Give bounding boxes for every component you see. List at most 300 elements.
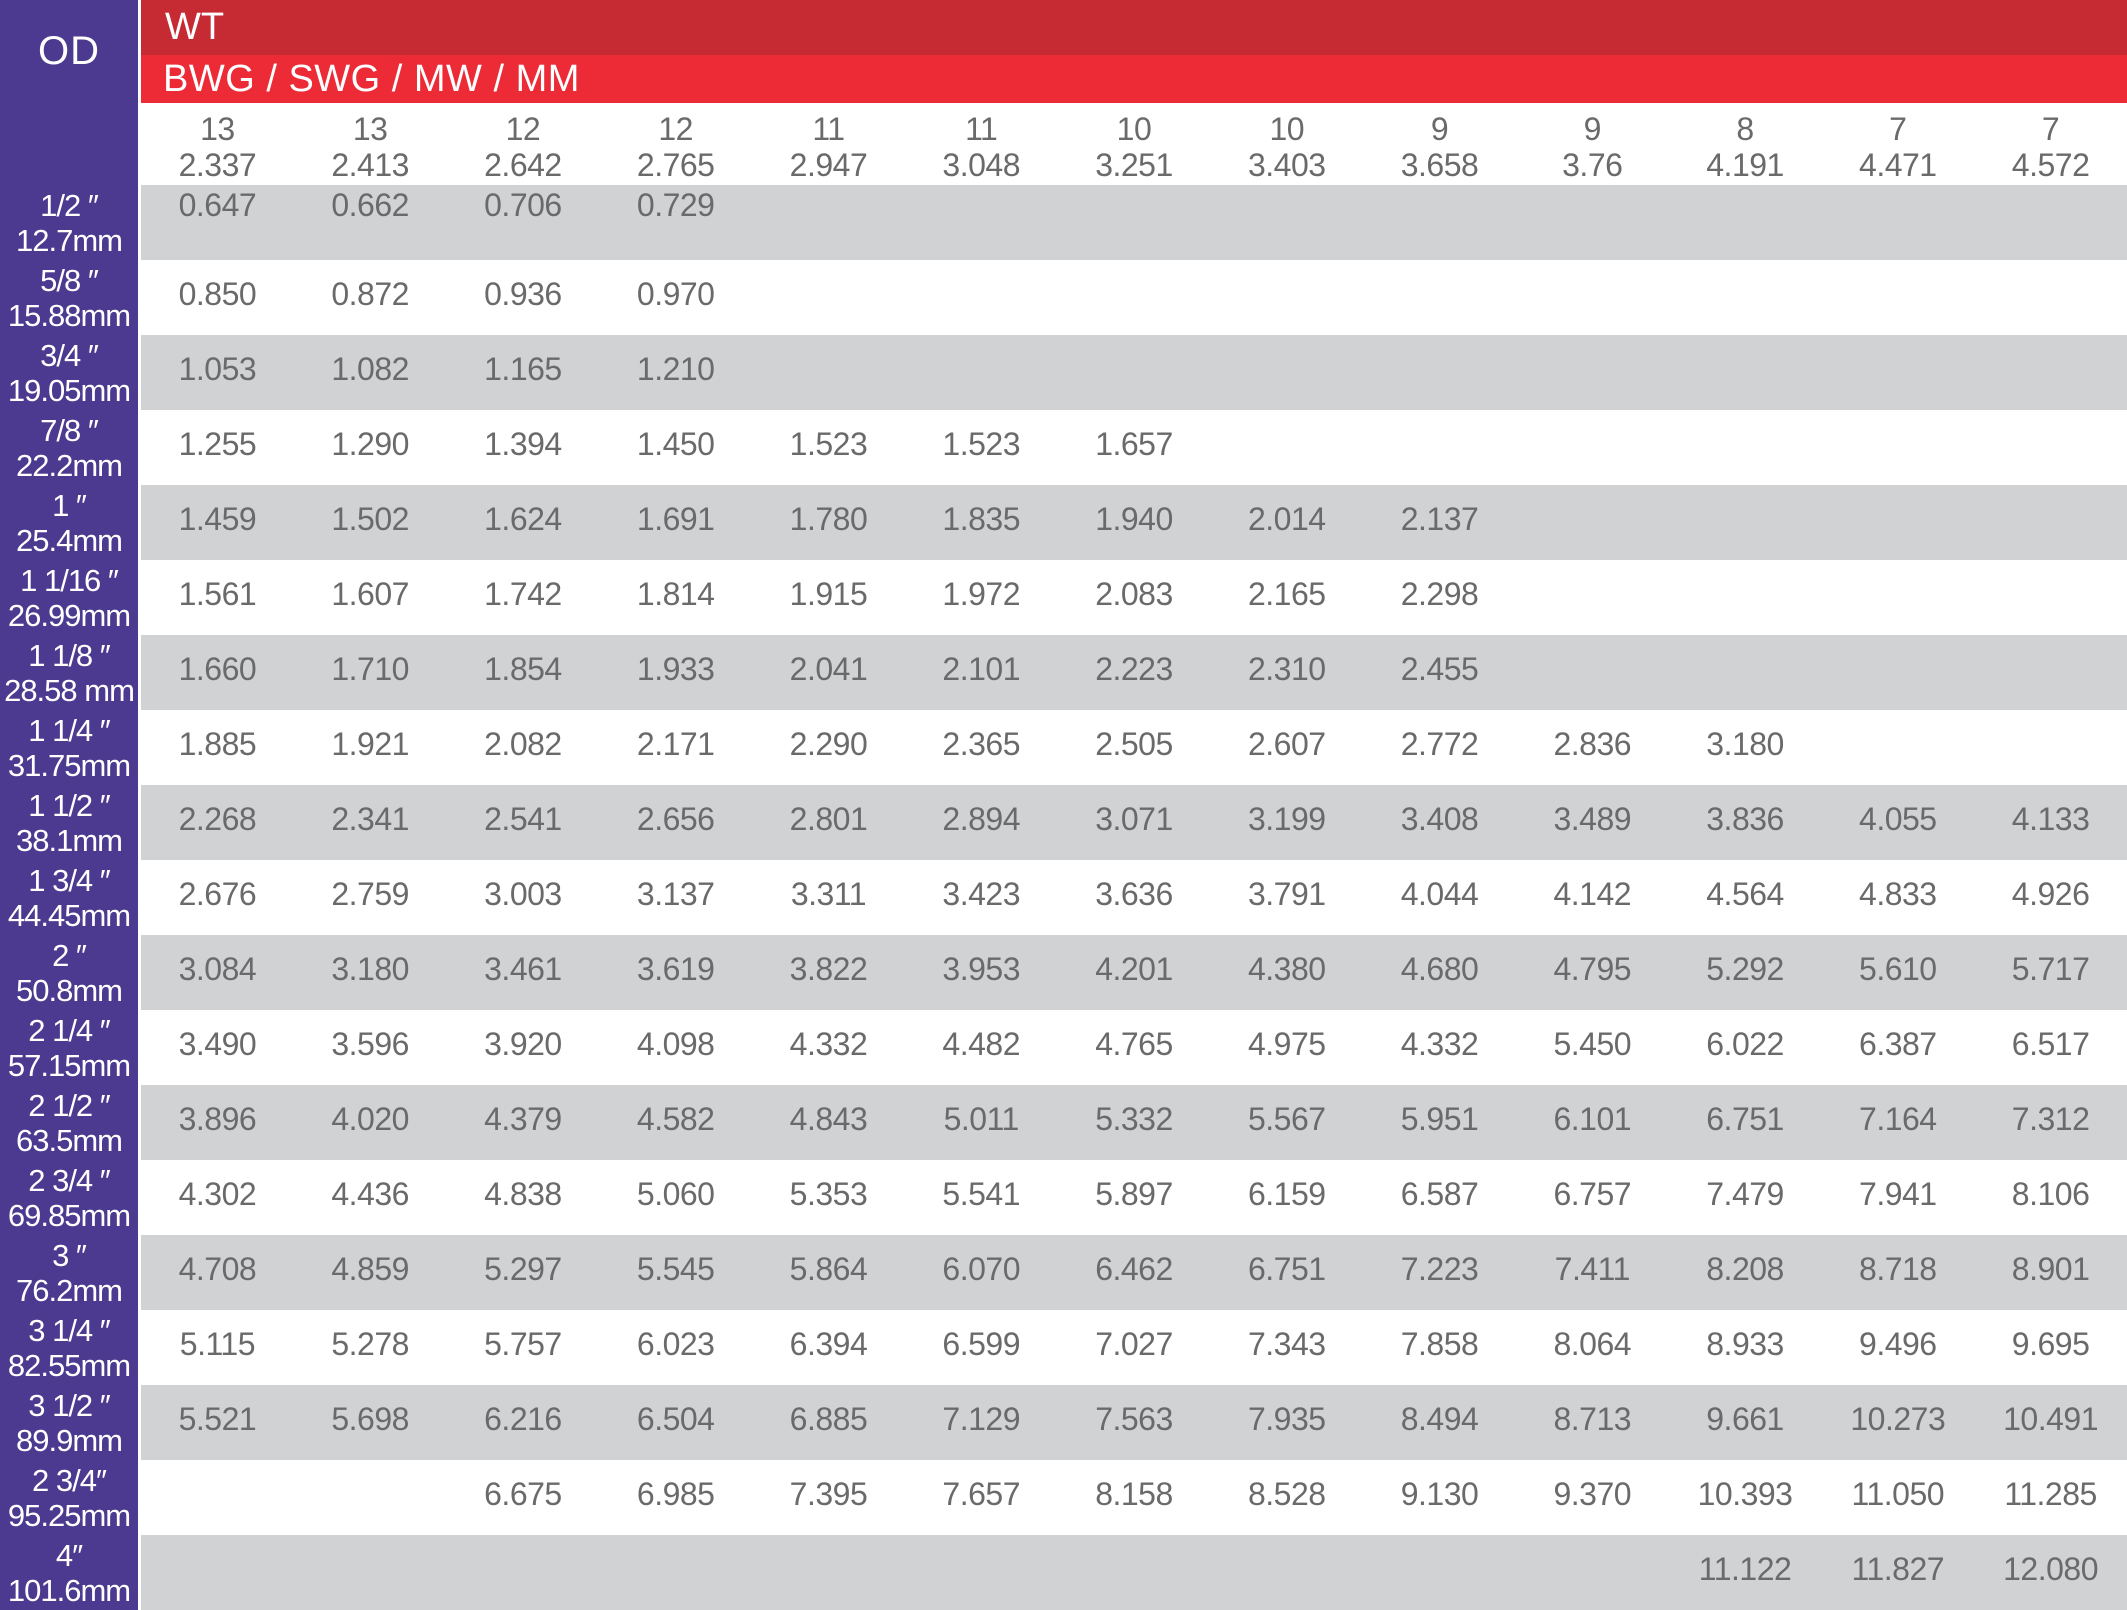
table-cell: 3.636 <box>1095 876 1173 912</box>
column-header-row <box>141 103 2127 185</box>
table-cell <box>1058 1535 1211 1610</box>
column-mm: 3.76 <box>1562 147 1623 183</box>
column-gauge: 9 <box>1430 111 1449 147</box>
table-cell: 5.698 <box>331 1401 409 1437</box>
od-cell <box>0 260 138 335</box>
table-cell: 0.647 <box>178 187 257 223</box>
header-corner <box>0 103 138 185</box>
table-cell: 8.106 <box>2011 1176 2090 1212</box>
table-cell: 2.455 <box>1400 651 1479 687</box>
od-cell <box>0 485 138 560</box>
table-cell <box>905 260 1058 335</box>
od-inch: 1 ″ <box>52 487 86 523</box>
table-cell: 1.835 <box>942 501 1020 537</box>
table-cell <box>1974 710 2127 785</box>
od-cell <box>0 410 138 485</box>
table-cell: 11.827 <box>1851 1551 1945 1587</box>
table-cell: 6.022 <box>1706 1026 1784 1062</box>
column-gauge: 10 <box>1269 111 1305 147</box>
table-cell <box>1516 635 1669 710</box>
od-mm: 57.15mm <box>7 1047 131 1083</box>
od-inch: 1/2 ″ <box>40 187 98 223</box>
od-cell <box>0 935 138 1010</box>
table-cell: 6.023 <box>636 1326 715 1362</box>
table-cell: 1.972 <box>942 576 1020 612</box>
od-mm: 31.75mm <box>7 747 131 783</box>
table-cell <box>1058 185 1211 260</box>
table-cell: 4.582 <box>636 1101 715 1137</box>
table-cell <box>1974 560 2127 635</box>
table-cell: 1.691 <box>636 501 715 537</box>
table-cell: 2.836 <box>1553 726 1632 762</box>
table-cell: 4.044 <box>1400 876 1479 912</box>
column-mm: 2.765 <box>636 147 715 183</box>
table-cell: 1.742 <box>484 576 562 612</box>
table-cell: 6.387 <box>1859 1026 1937 1062</box>
od-inch: 3/4 ″ <box>40 337 98 373</box>
table-cell: 2.772 <box>1400 726 1479 762</box>
table-cell <box>1669 335 1822 410</box>
table-cell: 3.490 <box>178 1026 257 1062</box>
table-cell: 1.607 <box>331 576 409 612</box>
gauge-units-header: BWG / SWG / MW / MM <box>141 55 2127 103</box>
table-cell: 0.850 <box>178 276 257 312</box>
od-cell <box>0 1085 138 1160</box>
table-cell: 3.180 <box>331 951 409 987</box>
table-cell: 4.843 <box>789 1101 868 1137</box>
table-cell: 1.780 <box>789 501 868 537</box>
od-inch: 2 1/2 ″ <box>28 1087 110 1123</box>
table-row <box>0 485 2127 560</box>
od-cell <box>0 860 138 935</box>
table-cell <box>1363 335 1516 410</box>
table-cell: 5.060 <box>636 1176 715 1212</box>
table-cell: 5.897 <box>1095 1176 1173 1212</box>
table-cell <box>141 1535 294 1610</box>
od-cell <box>0 185 138 260</box>
table-cell: 3.084 <box>178 951 257 987</box>
table-cell: 3.180 <box>1706 726 1784 762</box>
table-cell <box>1363 260 1516 335</box>
column-mm: 2.337 <box>178 147 257 183</box>
column-header <box>447 103 600 185</box>
table-cell: 2.759 <box>331 876 409 912</box>
column-mm: 3.048 <box>942 147 1020 183</box>
table-cell: 4.142 <box>1553 876 1632 912</box>
table-cell <box>1516 485 1669 560</box>
table-cell <box>1516 560 1669 635</box>
table-cell <box>1821 560 1974 635</box>
column-mm: 4.572 <box>2011 147 2090 183</box>
od-mm: 63.5mm <box>16 1122 122 1158</box>
table-cell: 6.757 <box>1553 1176 1632 1212</box>
table-cell <box>1974 485 2127 560</box>
table-cell: 1.255 <box>178 426 257 462</box>
table-cell: 7.411 <box>1554 1251 1630 1287</box>
od-inch: 1 1/4 ″ <box>28 712 110 748</box>
table-cell: 1.459 <box>178 501 257 537</box>
od-mm: 44.45mm <box>7 897 131 933</box>
table-row <box>0 860 2127 935</box>
table-cell: 5.332 <box>1095 1101 1173 1137</box>
table-row <box>0 260 2127 335</box>
table-cell: 5.567 <box>1247 1101 1326 1137</box>
table-cell: 2.607 <box>1247 726 1326 762</box>
table-cell: 4.975 <box>1247 1026 1326 1062</box>
table-cell: 6.394 <box>789 1326 868 1362</box>
table-cell <box>1974 410 2127 485</box>
table-cell: 1.814 <box>636 576 715 612</box>
table-cell <box>1669 260 1822 335</box>
table-cell <box>1210 260 1363 335</box>
table-cell: 3.896 <box>178 1101 257 1137</box>
column-gauge: 7 <box>2041 111 2060 147</box>
table-cell <box>752 335 905 410</box>
table-cell <box>1974 335 2127 410</box>
table-cell <box>752 1535 905 1610</box>
table-cell <box>599 1535 752 1610</box>
table-cell <box>1210 1535 1363 1610</box>
table-row <box>0 1085 2127 1160</box>
table-cell: 5.864 <box>789 1251 868 1287</box>
column-header <box>1363 103 1516 185</box>
table-cell: 2.505 <box>1095 726 1173 762</box>
table-row <box>0 185 2127 260</box>
table-cell: 1.053 <box>178 351 257 387</box>
table-cell: 3.619 <box>636 951 715 987</box>
table-cell: 0.970 <box>636 276 715 312</box>
table-cell: 2.656 <box>636 801 715 837</box>
column-gauge: 11 <box>965 111 998 147</box>
table-cell: 6.751 <box>1706 1101 1784 1137</box>
table-cell: 7.479 <box>1706 1176 1784 1212</box>
table-cell <box>1210 335 1363 410</box>
table-cell: 4.795 <box>1553 951 1632 987</box>
od-cell <box>0 785 138 860</box>
table-cell <box>1669 410 1822 485</box>
table-cell <box>1058 335 1211 410</box>
od-mm: 28.58 mm <box>4 672 134 708</box>
column-gauge: 11 <box>812 111 845 147</box>
table-row <box>0 710 2127 785</box>
table-cell <box>905 335 1058 410</box>
table-cell: 7.129 <box>942 1401 1020 1437</box>
table-cell: 1.394 <box>484 426 562 462</box>
od-mm: 95.25mm <box>7 1497 131 1533</box>
table-cell: 1.523 <box>789 426 868 462</box>
column-gauge: 10 <box>1116 111 1152 147</box>
table-cell <box>1669 560 1822 635</box>
table-cell: 6.751 <box>1247 1251 1326 1287</box>
table-cell: 3.489 <box>1553 801 1632 837</box>
od-inch: 1 3/4 ″ <box>28 862 110 898</box>
table-cell: 5.115 <box>179 1326 255 1362</box>
od-mm: 50.8mm <box>16 972 122 1008</box>
table-cell: 0.872 <box>331 276 409 312</box>
od-inch: 2 ″ <box>52 937 86 973</box>
table-cell <box>1210 185 1363 260</box>
column-gauge: 12 <box>505 111 541 147</box>
table-row <box>0 635 2127 710</box>
table-cell: 4.564 <box>1706 876 1784 912</box>
table-cell: 8.064 <box>1553 1326 1632 1362</box>
column-header <box>141 103 294 185</box>
table-cell: 2.801 <box>789 801 868 837</box>
table-cell: 4.765 <box>1095 1026 1173 1062</box>
table-cell: 8.901 <box>2011 1251 2090 1287</box>
table-cell: 3.137 <box>636 876 715 912</box>
table-cell: 5.541 <box>942 1176 1020 1212</box>
column-header <box>294 103 447 185</box>
table-cell: 4.098 <box>636 1026 715 1062</box>
table-cell <box>1821 710 1974 785</box>
table-cell: 7.563 <box>1095 1401 1173 1437</box>
table-cell: 7.343 <box>1247 1326 1326 1362</box>
table-cell: 2.676 <box>178 876 257 912</box>
table-cell: 0.662 <box>331 187 409 223</box>
table-cell: 3.071 <box>1095 801 1173 837</box>
table-cell: 11.285 <box>2004 1476 2097 1512</box>
table-cell: 1.523 <box>942 426 1020 462</box>
table-cell: 10.273 <box>1850 1401 1946 1437</box>
table-cell <box>294 1460 447 1535</box>
table-cell: 9.661 <box>1706 1401 1784 1437</box>
column-mm: 2.642 <box>484 147 562 183</box>
column-gauge: 13 <box>352 111 388 147</box>
column-header <box>1516 103 1669 185</box>
table-cell: 3.423 <box>942 876 1020 912</box>
table-cell <box>1516 260 1669 335</box>
table-row <box>0 1460 2127 1535</box>
table-cell: 4.332 <box>789 1026 868 1062</box>
table-cell: 7.935 <box>1247 1401 1326 1437</box>
column-gauge: 9 <box>1583 111 1601 147</box>
table-cell: 9.370 <box>1553 1476 1632 1512</box>
od-cell <box>0 1010 138 1085</box>
table-cell: 1.933 <box>636 651 715 687</box>
table-cell <box>1516 335 1669 410</box>
od-cell <box>0 1460 138 1535</box>
column-header <box>1974 103 2127 185</box>
table-cell: 4.055 <box>1859 801 1937 837</box>
table-cell <box>1363 410 1516 485</box>
table-cell: 8.494 <box>1400 1401 1479 1437</box>
column-header <box>1210 103 1363 185</box>
table-cell <box>1821 485 1974 560</box>
table-cell: 1.210 <box>636 351 715 387</box>
table-cell: 5.450 <box>1553 1026 1632 1062</box>
table-cell: 6.216 <box>484 1401 562 1437</box>
table-cell <box>1821 260 1974 335</box>
od-mm: 69.85mm <box>7 1197 131 1233</box>
table-cell <box>1669 635 1822 710</box>
table-row <box>0 1010 2127 1085</box>
table-cell: 6.675 <box>484 1476 562 1512</box>
table-cell: 4.680 <box>1400 951 1479 987</box>
table-cell: 1.885 <box>178 726 257 762</box>
od-inch: 1 1/8 ″ <box>28 637 110 673</box>
table-cell <box>1210 410 1363 485</box>
table-cell: 2.082 <box>484 726 562 762</box>
table-cell: 4.482 <box>942 1026 1020 1062</box>
table-cell <box>1821 635 1974 710</box>
column-gauge: 8 <box>1736 111 1754 147</box>
od-mm: 76.2mm <box>16 1272 122 1308</box>
table-cell: 1.624 <box>484 501 562 537</box>
table-cell: 4.020 <box>331 1101 409 1137</box>
table-cell: 9.695 <box>2011 1326 2090 1362</box>
table-cell: 8.208 <box>1706 1251 1784 1287</box>
od-header: OD <box>0 0 138 103</box>
table-cell <box>905 185 1058 260</box>
table-cell: 4.133 <box>2011 801 2090 837</box>
table-cell <box>1821 410 1974 485</box>
table-cell: 2.290 <box>789 726 868 762</box>
table-cell: 3.953 <box>942 951 1020 987</box>
table-cell: 1.165 <box>484 351 562 387</box>
table-cell: 9.130 <box>1400 1476 1479 1512</box>
table-cell: 1.450 <box>636 426 715 462</box>
table-cell <box>752 185 905 260</box>
column-mm: 3.658 <box>1400 147 1479 183</box>
table-row <box>0 1310 2127 1385</box>
table-cell: 4.926 <box>2011 876 2090 912</box>
table-cell: 2.894 <box>942 801 1020 837</box>
table-cell <box>1363 1535 1516 1610</box>
column-mm: 3.251 <box>1095 147 1173 183</box>
table-cell <box>1669 485 1822 560</box>
table-cell: 1.710 <box>331 651 409 687</box>
column-mm: 4.471 <box>1859 147 1937 183</box>
table-cell: 5.757 <box>484 1326 562 1362</box>
table-cell: 4.201 <box>1095 951 1173 987</box>
table-cell <box>1974 185 2127 260</box>
table-cell: 7.858 <box>1400 1326 1479 1362</box>
table-cell: 3.822 <box>789 951 868 987</box>
od-mm: 25.4mm <box>16 522 122 558</box>
od-mm: 26.99mm <box>7 597 131 633</box>
table-cell <box>447 1535 600 1610</box>
wt-header: WT <box>141 0 2127 55</box>
table-cell: 2.365 <box>942 726 1020 762</box>
table-cell <box>1058 260 1211 335</box>
table-cell: 7.395 <box>789 1476 868 1512</box>
table-cell: 6.985 <box>636 1476 715 1512</box>
table-cell: 6.462 <box>1095 1251 1173 1287</box>
table-cell: 0.706 <box>484 187 562 223</box>
table-cell: 7.657 <box>942 1476 1020 1512</box>
column-mm: 4.191 <box>1706 147 1784 183</box>
od-cell <box>0 1160 138 1235</box>
column-mm: 2.413 <box>331 147 409 183</box>
table-cell: 7.312 <box>2011 1101 2090 1137</box>
table-cell: 3.003 <box>484 876 562 912</box>
od-inch: 7/8 ″ <box>40 412 98 448</box>
od-mm: 82.55mm <box>7 1347 131 1383</box>
table-cell: 4.833 <box>1859 876 1937 912</box>
od-cell <box>0 560 138 635</box>
table-cell: 2.101 <box>942 651 1020 687</box>
table-cell: 2.171 <box>636 726 715 762</box>
table-cell: 1.660 <box>178 651 257 687</box>
table-cell: 6.159 <box>1247 1176 1326 1212</box>
table-cell: 8.933 <box>1706 1326 1784 1362</box>
table-cell: 5.011 <box>943 1101 1019 1137</box>
table-cell <box>141 1460 294 1535</box>
table-cell: 7.027 <box>1095 1326 1173 1362</box>
table-cell <box>752 260 905 335</box>
od-mm: 101.6mm <box>7 1572 131 1608</box>
table-cell: 1.082 <box>331 351 409 387</box>
od-mm: 38.1mm <box>16 822 122 858</box>
table-cell: 4.838 <box>484 1176 562 1212</box>
table-cell: 8.718 <box>1859 1251 1937 1287</box>
table-cell: 5.717 <box>2011 951 2090 987</box>
table-body <box>0 185 2127 1610</box>
od-mm: 89.9mm <box>16 1422 122 1458</box>
od-inch: 5/8 ″ <box>40 262 98 298</box>
table-cell: 3.199 <box>1247 801 1326 837</box>
column-header <box>599 103 752 185</box>
column-gauge: 12 <box>658 111 693 147</box>
table-row <box>0 1160 2127 1235</box>
table-cell: 1.940 <box>1095 501 1173 537</box>
table-cell: 1.854 <box>484 651 562 687</box>
table-cell: 2.083 <box>1095 576 1173 612</box>
table-cell: 6.599 <box>942 1326 1020 1362</box>
table-cell: 4.436 <box>331 1176 409 1212</box>
table-cell: 7.223 <box>1400 1251 1479 1287</box>
table-row <box>0 1235 2127 1310</box>
table-cell: 4.302 <box>178 1176 257 1212</box>
table-cell: 8.158 <box>1095 1476 1173 1512</box>
table-cell <box>1516 410 1669 485</box>
table-cell <box>1974 635 2127 710</box>
table-cell: 4.380 <box>1247 951 1326 987</box>
table-cell: 3.461 <box>484 951 562 987</box>
table-row <box>0 1385 2127 1460</box>
od-cell <box>0 1535 138 1610</box>
table-cell: 5.353 <box>789 1176 868 1212</box>
od-inch: 1 1/16 ″ <box>20 562 118 598</box>
table-cell: 2.541 <box>484 801 562 837</box>
od-inch: 2 1/4 ″ <box>28 1012 110 1048</box>
od-inch: 3 1/4 ″ <box>28 1312 110 1348</box>
od-mm: 15.88mm <box>7 297 131 333</box>
table-cell: 11.050 <box>1851 1476 1945 1512</box>
column-header <box>905 103 1058 185</box>
od-cell <box>0 635 138 710</box>
od-cell <box>0 1235 138 1310</box>
table-cell: 11.122 <box>1698 1551 1792 1587</box>
table-cell: 0.936 <box>484 276 562 312</box>
table-cell: 4.379 <box>484 1101 562 1137</box>
column-gauge: 13 <box>200 111 235 147</box>
table-cell: 2.041 <box>789 651 868 687</box>
od-inch: 2 3/4 ″ <box>28 1162 110 1198</box>
table-cell: 3.596 <box>331 1026 409 1062</box>
table-cell: 9.496 <box>1859 1326 1937 1362</box>
table-row <box>0 935 2127 1010</box>
table-cell: 2.268 <box>178 801 257 837</box>
table-cell: 2.165 <box>1247 576 1326 612</box>
table-row <box>0 785 2127 860</box>
table-cell: 3.408 <box>1400 801 1479 837</box>
table-cell: 2.341 <box>331 801 409 837</box>
table-cell: 3.836 <box>1706 801 1784 837</box>
column-gauge: 7 <box>1889 111 1907 147</box>
table-cell: 1.657 <box>1095 426 1173 462</box>
